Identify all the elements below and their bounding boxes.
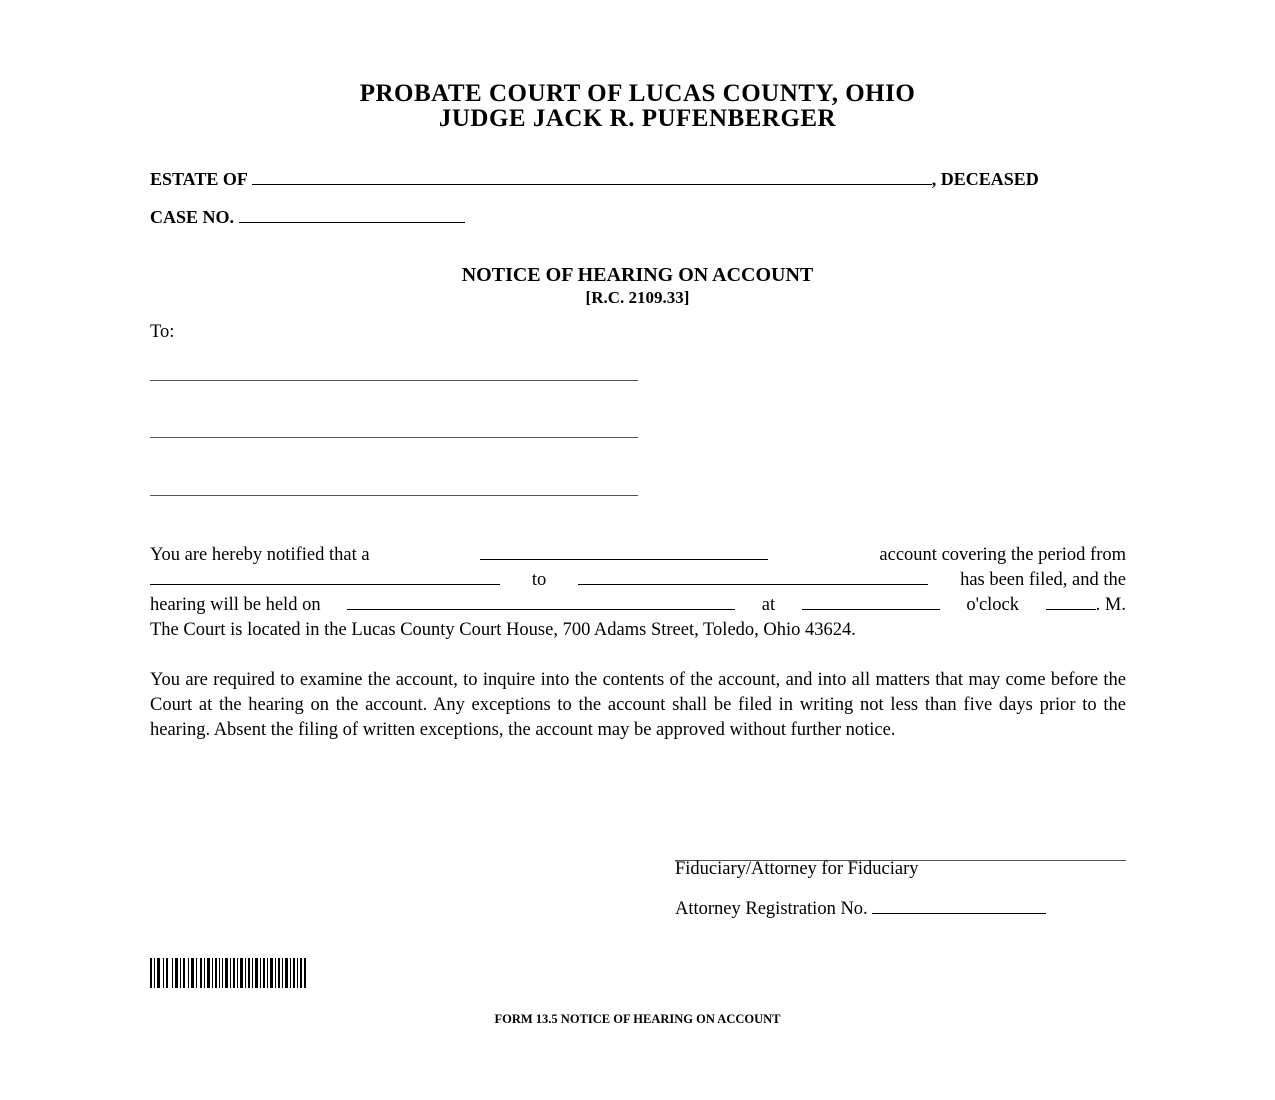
estate-name-field[interactable] <box>252 168 932 185</box>
at-text: at <box>761 595 776 615</box>
hearing-time-field[interactable] <box>802 595 940 610</box>
account-period-text: account covering the period from <box>879 545 1126 565</box>
period-to-field[interactable] <box>578 570 928 585</box>
signature-label: Fiduciary/Attorney for Fiduciary <box>675 859 919 879</box>
court-location-text: The Court is located in the Lucas County Court House, 700 Adams Street, Toledo, Ohio 43624. <box>150 620 856 640</box>
registration-line <box>675 898 1046 920</box>
exceptions-paragraph: You are required to examine the account, to inquire into the contents of the account, and into all matters that may come before the Court at the hearing on the account. Any exceptions to the account shall be filed in writing not less than five days prior to the hearing. Absent the filing of written exceptions, the account may be approved without further notice. <box>150 670 1126 740</box>
estate-label: ESTATE OF <box>150 169 248 189</box>
notice-paragraph <box>150 543 1126 643</box>
filed-text: has been filed, and the <box>960 570 1126 590</box>
recipient-line-2[interactable] <box>150 437 638 438</box>
paragraph-line-2 <box>150 568 1126 593</box>
case-line <box>150 206 465 228</box>
registration-label: Attorney Registration No. <box>675 899 868 919</box>
account-type-field[interactable] <box>480 545 768 560</box>
to-text: to <box>531 570 547 590</box>
recipient-line-3[interactable] <box>150 495 638 496</box>
paragraph-line-1 <box>150 543 1126 568</box>
judge-name: JUDGE JACK R. PUFENBERGER <box>438 105 837 132</box>
hearing-text: hearing will be held on <box>150 595 321 615</box>
hearing-date-field[interactable] <box>347 595 735 610</box>
form-footer: FORM 13.5 NOTICE OF HEARING ON ACCOUNT <box>494 1012 781 1026</box>
deceased-label: , DECEASED <box>931 169 1039 189</box>
period-from-field[interactable] <box>150 570 500 585</box>
case-label: CASE NO. <box>150 207 235 227</box>
paragraph-line-3 <box>150 593 1126 618</box>
court-name: PROBATE COURT OF LUCAS COUNTY, OHIO <box>359 80 916 107</box>
barcode-icon <box>150 958 306 988</box>
notice-title: NOTICE OF HEARING ON ACCOUNT <box>461 264 814 286</box>
registration-number-field[interactable] <box>872 898 1046 914</box>
case-number-field[interactable] <box>239 206 465 223</box>
recipient-line-1[interactable] <box>150 380 638 381</box>
am-pm-field[interactable] <box>1046 595 1096 610</box>
statute-reference: [R.C. 2109.33] <box>585 288 690 307</box>
estate-line <box>150 168 1125 190</box>
oclock-text: o'clock <box>966 595 1020 615</box>
m-text: . M. <box>1095 595 1126 615</box>
notified-text: You are hereby notified that a <box>150 545 370 565</box>
to-label: To: <box>150 322 175 342</box>
